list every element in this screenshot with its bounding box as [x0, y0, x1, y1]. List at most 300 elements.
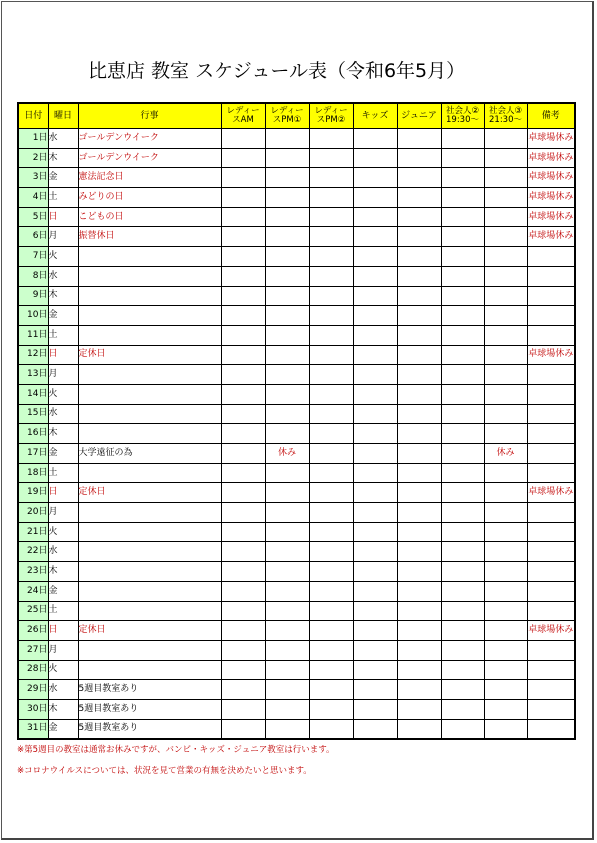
adult2-cell	[441, 188, 484, 208]
adult3-cell	[484, 384, 527, 404]
adult3-cell	[484, 463, 527, 483]
ladies-pm2-cell	[309, 660, 353, 680]
ladies-pm2-cell	[309, 581, 353, 601]
junior-cell	[397, 503, 441, 523]
dow-cell: 日	[48, 621, 78, 641]
junior-cell	[397, 306, 441, 326]
adult2-cell	[441, 266, 484, 286]
junior-cell	[397, 562, 441, 582]
adult2-cell	[441, 542, 484, 562]
date-cell: 1日	[18, 129, 48, 149]
ladies-pm1-cell	[265, 463, 309, 483]
event-cell: 5週目教室あり	[78, 719, 221, 739]
ladies-pm1-cell	[265, 621, 309, 641]
ladies-am-cell	[221, 286, 265, 306]
junior-cell	[397, 424, 441, 444]
ladies-pm1-cell	[265, 227, 309, 247]
note-cell: 卓球場休み	[527, 207, 575, 227]
adult3-cell	[484, 640, 527, 660]
junior-cell	[397, 522, 441, 542]
adult3-cell	[484, 188, 527, 208]
table-row	[18, 168, 575, 188]
ladies-pm1-cell	[265, 129, 309, 149]
kids-cell	[353, 562, 397, 582]
table-row	[18, 621, 575, 641]
ladies-pm2-cell	[309, 404, 353, 424]
table-row	[18, 345, 575, 365]
date-cell: 20日	[18, 503, 48, 523]
ladies-pm1-cell	[265, 581, 309, 601]
dow-cell: 月	[48, 640, 78, 660]
dow-cell: 火	[48, 522, 78, 542]
date-cell: 13日	[18, 365, 48, 385]
note-cell	[527, 719, 575, 739]
event-cell	[78, 247, 221, 267]
dow-cell: 火	[48, 247, 78, 267]
junior-cell	[397, 266, 441, 286]
date-cell: 15日	[18, 404, 48, 424]
ladies-pm2-cell	[309, 719, 353, 739]
junior-cell	[397, 207, 441, 227]
table-row	[18, 522, 575, 542]
header-ladies-am: レディー スAM	[221, 103, 265, 129]
date-cell: 10日	[18, 306, 48, 326]
schedule-table	[17, 102, 576, 740]
adult3-cell	[484, 483, 527, 503]
adult3-cell	[484, 325, 527, 345]
ladies-pm2-cell	[309, 168, 353, 188]
note-cell	[527, 463, 575, 483]
adult2-cell	[441, 719, 484, 739]
adult2-cell	[441, 562, 484, 582]
adult2-cell	[441, 640, 484, 660]
adult3-cell	[484, 227, 527, 247]
junior-cell	[397, 542, 441, 562]
ladies-am-cell	[221, 325, 265, 345]
date-cell: 30日	[18, 699, 48, 719]
note-cell: 卓球場休み	[527, 188, 575, 208]
table-row	[18, 365, 575, 385]
event-cell	[78, 365, 221, 385]
adult2-cell	[441, 227, 484, 247]
date-cell: 12日	[18, 345, 48, 365]
event-cell: みどりの日	[78, 188, 221, 208]
ladies-pm1-cell	[265, 148, 309, 168]
kids-cell	[353, 325, 397, 345]
date-cell: 17日	[18, 444, 48, 464]
table-row	[18, 286, 575, 306]
event-cell	[78, 306, 221, 326]
ladies-pm2-cell	[309, 247, 353, 267]
note-cell	[527, 247, 575, 267]
dow-cell: 金	[48, 719, 78, 739]
ladies-pm1-cell	[265, 424, 309, 444]
table-row	[18, 207, 575, 227]
kids-cell	[353, 384, 397, 404]
dow-cell: 日	[48, 483, 78, 503]
adult2-cell	[441, 365, 484, 385]
adult2-cell	[441, 168, 484, 188]
ladies-pm1-cell	[265, 306, 309, 326]
date-cell: 8日	[18, 266, 48, 286]
note-cell: 卓球場休み	[527, 345, 575, 365]
adult2-cell	[441, 207, 484, 227]
table-row	[18, 581, 575, 601]
note-cell	[527, 680, 575, 700]
table-row	[18, 227, 575, 247]
date-cell: 23日	[18, 562, 48, 582]
adult2-cell	[441, 581, 484, 601]
event-cell	[78, 286, 221, 306]
table-row	[18, 148, 575, 168]
event-cell	[78, 424, 221, 444]
schedule-body	[18, 129, 575, 740]
dow-cell: 月	[48, 227, 78, 247]
note-cell	[527, 522, 575, 542]
ladies-pm1-cell: 休み	[265, 444, 309, 464]
junior-cell	[397, 345, 441, 365]
event-cell	[78, 404, 221, 424]
junior-cell	[397, 227, 441, 247]
adult3-cell	[484, 424, 527, 444]
header-row	[18, 103, 575, 129]
adult2-cell	[441, 660, 484, 680]
ladies-am-cell	[221, 719, 265, 739]
kids-cell	[353, 266, 397, 286]
date-cell: 25日	[18, 601, 48, 621]
date-cell: 7日	[18, 247, 48, 267]
dow-cell: 金	[48, 306, 78, 326]
ladies-pm1-cell	[265, 325, 309, 345]
kids-cell	[353, 483, 397, 503]
note-cell	[527, 365, 575, 385]
ladies-am-cell	[221, 148, 265, 168]
ladies-pm2-cell	[309, 621, 353, 641]
date-cell: 27日	[18, 640, 48, 660]
adult2-cell	[441, 424, 484, 444]
adult3-cell	[484, 503, 527, 523]
adult3-cell	[484, 306, 527, 326]
event-cell: 定休日	[78, 483, 221, 503]
ladies-pm2-cell	[309, 345, 353, 365]
note-cell	[527, 325, 575, 345]
ladies-am-cell	[221, 699, 265, 719]
kids-cell	[353, 503, 397, 523]
dow-cell: 水	[48, 266, 78, 286]
kids-cell	[353, 640, 397, 660]
junior-cell	[397, 483, 441, 503]
adult2-cell	[441, 325, 484, 345]
ladies-pm1-cell	[265, 640, 309, 660]
note-cell	[527, 660, 575, 680]
event-cell: 定休日	[78, 345, 221, 365]
ladies-am-cell	[221, 680, 265, 700]
note-cell	[527, 542, 575, 562]
adult2-cell	[441, 444, 484, 464]
header-adult2: 社会人② 19:30～	[441, 103, 484, 129]
ladies-am-cell	[221, 129, 265, 149]
ladies-pm2-cell	[309, 266, 353, 286]
date-cell: 26日	[18, 621, 48, 641]
junior-cell	[397, 680, 441, 700]
ladies-pm2-cell	[309, 444, 353, 464]
kids-cell	[353, 404, 397, 424]
ladies-pm1-cell	[265, 562, 309, 582]
date-cell: 14日	[18, 384, 48, 404]
adult2-cell	[441, 148, 484, 168]
ladies-am-cell	[221, 384, 265, 404]
dow-cell: 水	[48, 542, 78, 562]
ladies-am-cell	[221, 188, 265, 208]
ladies-pm1-cell	[265, 503, 309, 523]
ladies-pm2-cell	[309, 325, 353, 345]
adult3-cell	[484, 542, 527, 562]
adult3-cell	[484, 286, 527, 306]
dow-cell: 木	[48, 699, 78, 719]
ladies-am-cell	[221, 640, 265, 660]
junior-cell	[397, 188, 441, 208]
ladies-pm2-cell	[309, 542, 353, 562]
junior-cell	[397, 325, 441, 345]
header-adult3: 社会人③ 21:30～	[484, 103, 527, 129]
event-cell	[78, 640, 221, 660]
event-cell: 憲法記念日	[78, 168, 221, 188]
dow-cell: 金	[48, 444, 78, 464]
ladies-am-cell	[221, 345, 265, 365]
note-cell	[527, 562, 575, 582]
ladies-pm2-cell	[309, 148, 353, 168]
ladies-am-cell	[221, 483, 265, 503]
date-cell: 29日	[18, 680, 48, 700]
header-junior: ジュニア	[397, 103, 441, 129]
date-cell: 3日	[18, 168, 48, 188]
note-cell: 卓球場休み	[527, 148, 575, 168]
ladies-pm1-cell	[265, 660, 309, 680]
junior-cell	[397, 463, 441, 483]
event-cell: 5週目教室あり	[78, 680, 221, 700]
date-cell: 24日	[18, 581, 48, 601]
table-row	[18, 640, 575, 660]
ladies-am-cell	[221, 601, 265, 621]
note-cell: 卓球場休み	[527, 483, 575, 503]
ladies-pm2-cell	[309, 640, 353, 660]
junior-cell	[397, 404, 441, 424]
adult3-cell	[484, 719, 527, 739]
adult3-cell	[484, 168, 527, 188]
adult2-cell	[441, 129, 484, 149]
note-cell: 卓球場休み	[527, 227, 575, 247]
junior-cell	[397, 640, 441, 660]
event-cell: 5週目教室あり	[78, 699, 221, 719]
table-row	[18, 699, 575, 719]
note-cell	[527, 384, 575, 404]
kids-cell	[353, 148, 397, 168]
ladies-am-cell	[221, 424, 265, 444]
table-row	[18, 129, 575, 149]
dow-cell: 土	[48, 463, 78, 483]
table-row	[18, 601, 575, 621]
date-cell: 2日	[18, 148, 48, 168]
ladies-pm2-cell	[309, 129, 353, 149]
ladies-pm2-cell	[309, 463, 353, 483]
table-row	[18, 384, 575, 404]
event-cell	[78, 522, 221, 542]
adult2-cell	[441, 699, 484, 719]
junior-cell	[397, 286, 441, 306]
adult2-cell	[441, 345, 484, 365]
ladies-pm2-cell	[309, 680, 353, 700]
ladies-am-cell	[221, 522, 265, 542]
ladies-am-cell	[221, 207, 265, 227]
date-cell: 4日	[18, 188, 48, 208]
table-row	[18, 404, 575, 424]
dow-cell: 水	[48, 129, 78, 149]
adult2-cell	[441, 247, 484, 267]
adult3-cell	[484, 680, 527, 700]
ladies-pm1-cell	[265, 522, 309, 542]
adult2-cell	[441, 463, 484, 483]
adult3-cell	[484, 365, 527, 385]
adult3-cell	[484, 660, 527, 680]
ladies-pm1-cell	[265, 404, 309, 424]
ladies-pm1-cell	[265, 345, 309, 365]
event-cell: こどもの日	[78, 207, 221, 227]
header-event: 行事	[78, 103, 221, 129]
note-cell	[527, 503, 575, 523]
note-cell	[527, 640, 575, 660]
ladies-pm1-cell	[265, 188, 309, 208]
event-cell	[78, 601, 221, 621]
note-cell	[527, 266, 575, 286]
ladies-am-cell	[221, 168, 265, 188]
ladies-pm2-cell	[309, 562, 353, 582]
kids-cell	[353, 168, 397, 188]
junior-cell	[397, 601, 441, 621]
ladies-am-cell	[221, 621, 265, 641]
table-row	[18, 680, 575, 700]
adult3-cell	[484, 562, 527, 582]
dow-cell: 水	[48, 680, 78, 700]
adult2-cell	[441, 601, 484, 621]
date-cell: 21日	[18, 522, 48, 542]
date-cell: 11日	[18, 325, 48, 345]
ladies-pm2-cell	[309, 503, 353, 523]
table-row	[18, 188, 575, 208]
ladies-pm2-cell	[309, 365, 353, 385]
dow-cell: 火	[48, 384, 78, 404]
adult3-cell	[484, 345, 527, 365]
header-notes: 備考	[527, 103, 575, 129]
junior-cell	[397, 365, 441, 385]
ladies-pm2-cell	[309, 227, 353, 247]
ladies-am-cell	[221, 247, 265, 267]
ladies-pm1-cell	[265, 286, 309, 306]
dow-cell: 金	[48, 581, 78, 601]
ladies-pm1-cell	[265, 207, 309, 227]
ladies-am-cell	[221, 444, 265, 464]
ladies-pm2-cell	[309, 384, 353, 404]
ladies-pm2-cell	[309, 188, 353, 208]
adult3-cell	[484, 621, 527, 641]
ladies-am-cell	[221, 365, 265, 385]
kids-cell	[353, 188, 397, 208]
ladies-pm1-cell	[265, 365, 309, 385]
date-cell: 5日	[18, 207, 48, 227]
adult3-cell	[484, 207, 527, 227]
table-row	[18, 660, 575, 680]
dow-cell: 木	[48, 424, 78, 444]
kids-cell	[353, 129, 397, 149]
event-cell: 定休日	[78, 621, 221, 641]
date-cell: 28日	[18, 660, 48, 680]
kids-cell	[353, 699, 397, 719]
event-cell	[78, 503, 221, 523]
table-row	[18, 562, 575, 582]
note-cell	[527, 306, 575, 326]
ladies-am-cell	[221, 660, 265, 680]
note-cell	[527, 444, 575, 464]
ladies-pm2-cell	[309, 699, 353, 719]
table-row	[18, 503, 575, 523]
table-row	[18, 719, 575, 739]
date-cell: 6日	[18, 227, 48, 247]
kids-cell	[353, 542, 397, 562]
ladies-pm1-cell	[265, 719, 309, 739]
date-cell: 22日	[18, 542, 48, 562]
adult2-cell	[441, 384, 484, 404]
ladies-am-cell	[221, 306, 265, 326]
junior-cell	[397, 168, 441, 188]
note-cell	[527, 601, 575, 621]
ladies-pm1-cell	[265, 168, 309, 188]
ladies-pm2-cell	[309, 424, 353, 444]
table-row	[18, 306, 575, 326]
adult3-cell: 休み	[484, 444, 527, 464]
kids-cell	[353, 463, 397, 483]
ladies-pm1-cell	[265, 601, 309, 621]
table-row	[18, 483, 575, 503]
footnote-1: ※第5週目の教室は通常お休みですが、バンビ・キッズ・ジュニア教室は行います。	[17, 745, 335, 755]
adult3-cell	[484, 247, 527, 267]
event-cell	[78, 562, 221, 582]
junior-cell	[397, 129, 441, 149]
adult3-cell	[484, 601, 527, 621]
kids-cell	[353, 365, 397, 385]
adult2-cell	[441, 483, 484, 503]
table-row	[18, 463, 575, 483]
ladies-pm1-cell	[265, 542, 309, 562]
adult2-cell	[441, 680, 484, 700]
adult3-cell	[484, 266, 527, 286]
kids-cell	[353, 247, 397, 267]
kids-cell	[353, 286, 397, 306]
kids-cell	[353, 680, 397, 700]
dow-cell: 日	[48, 207, 78, 227]
date-cell: 19日	[18, 483, 48, 503]
dow-cell: 日	[48, 345, 78, 365]
dow-cell: 土	[48, 188, 78, 208]
kids-cell	[353, 306, 397, 326]
junior-cell	[397, 384, 441, 404]
table-row	[18, 542, 575, 562]
ladies-am-cell	[221, 542, 265, 562]
event-cell: 大学遠征の為	[78, 444, 221, 464]
adult3-cell	[484, 129, 527, 149]
ladies-pm2-cell	[309, 522, 353, 542]
note-cell	[527, 286, 575, 306]
note-cell: 卓球場休み	[527, 129, 575, 149]
kids-cell	[353, 660, 397, 680]
